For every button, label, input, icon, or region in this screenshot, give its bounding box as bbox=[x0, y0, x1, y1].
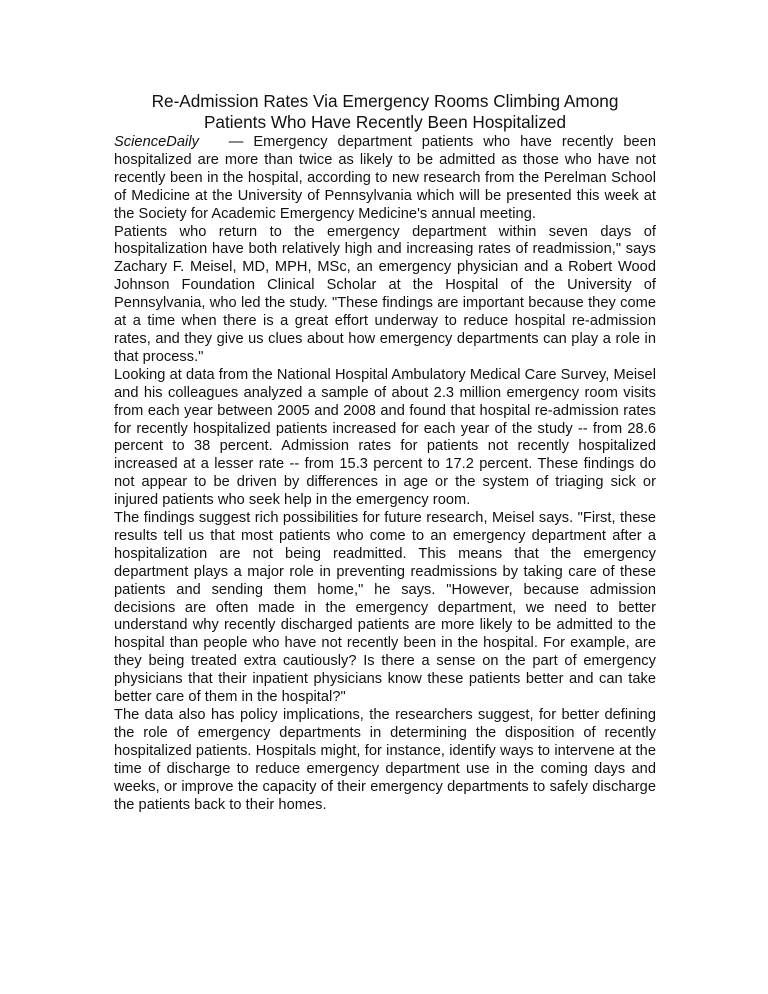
paragraph-4: The findings suggest rich possibilities for future research, Meisel says. "First, these results tell us that most patients who come to an emergency department after a hospitalization are not being readmitted. This means that the emergency department plays a major role in preventing readmissions by taking care of these patients and sending them home," he says. "However, because admission decisions are often made in the emergency department, we need to better understand why recently discharged patients are more likely to be admitted to the hospital than people who have not recently been in the hospital. For example, are they being treated extra cautiously? Is there a sense on the part of emergency physicians that their inpatient physicians know these patients better and can take better care of them in the hospital?" bbox=[114, 510, 656, 706]
paragraph-1-text: — Emergency department patients who have recently been hospitalized are more than twice as likely to be admitted as those who have not recently been in the hospital, according to new research from the Perelman School of Medicine at the University of Pennsylvania which will be presented this week at the Society for Academic Emergency Medicine's annual meeting. bbox=[114, 134, 656, 222]
title-line-2: Patients Who Have Recently Been Hospitalized bbox=[203, 112, 567, 132]
paragraph-5: The data also has policy implications, the researchers suggest, for better defining the role of emergency departments in determining the disposition of recently hospitalized patients. Hospitals might, for instance, identify ways to intervene at the time of discharge to reduce emergency department use in the coming days and weeks, or improve the capacity of their emergency departments to safely discharge the patients back to their homes. bbox=[114, 707, 656, 813]
article-title bbox=[114, 91, 656, 133]
paragraph-1 bbox=[114, 134, 656, 224]
title-line-1: Re-Admission Rates Via Emergency Rooms Climbing Among bbox=[151, 91, 619, 111]
source-name: ScienceDaily bbox=[114, 134, 199, 150]
paragraph-2: Patients who return to the emergency department within seven days of hospitalization have both relatively high and increasing rates of readmission," says Zachary F. Meisel, MD, MPH, MSc, an emergency physician and a Robert Wood Johnson Foundation Clinical Scholar at the Hospital of the University of Pennsylvania, who led the study. "These findings are important because they come at a time when there is a great effort underway to reduce hospital re-admission rates, and they give us clues about how emergency departments can play a role in that process." bbox=[114, 223, 656, 365]
paragraph-3: Looking at data from the National Hospital Ambulatory Medical Care Survey, Meisel and his colleagues analyzed a sample of about 2.3 million emergency room visits from each year between 2005 and 2008 and found that hospital re-admission rates for recently hospitalized patients increased for each year of the study -- from 28.6 percent to 38 percent. Admission rates for patients not recently hospitalized increased at a lesser rate -- from 15.3 percent to 17.2 percent. These findings do not appear to be driven by differences in age or the system of triaging sick or injured patients who seek help in the emergency room. bbox=[114, 366, 656, 509]
article bbox=[114, 91, 656, 814]
